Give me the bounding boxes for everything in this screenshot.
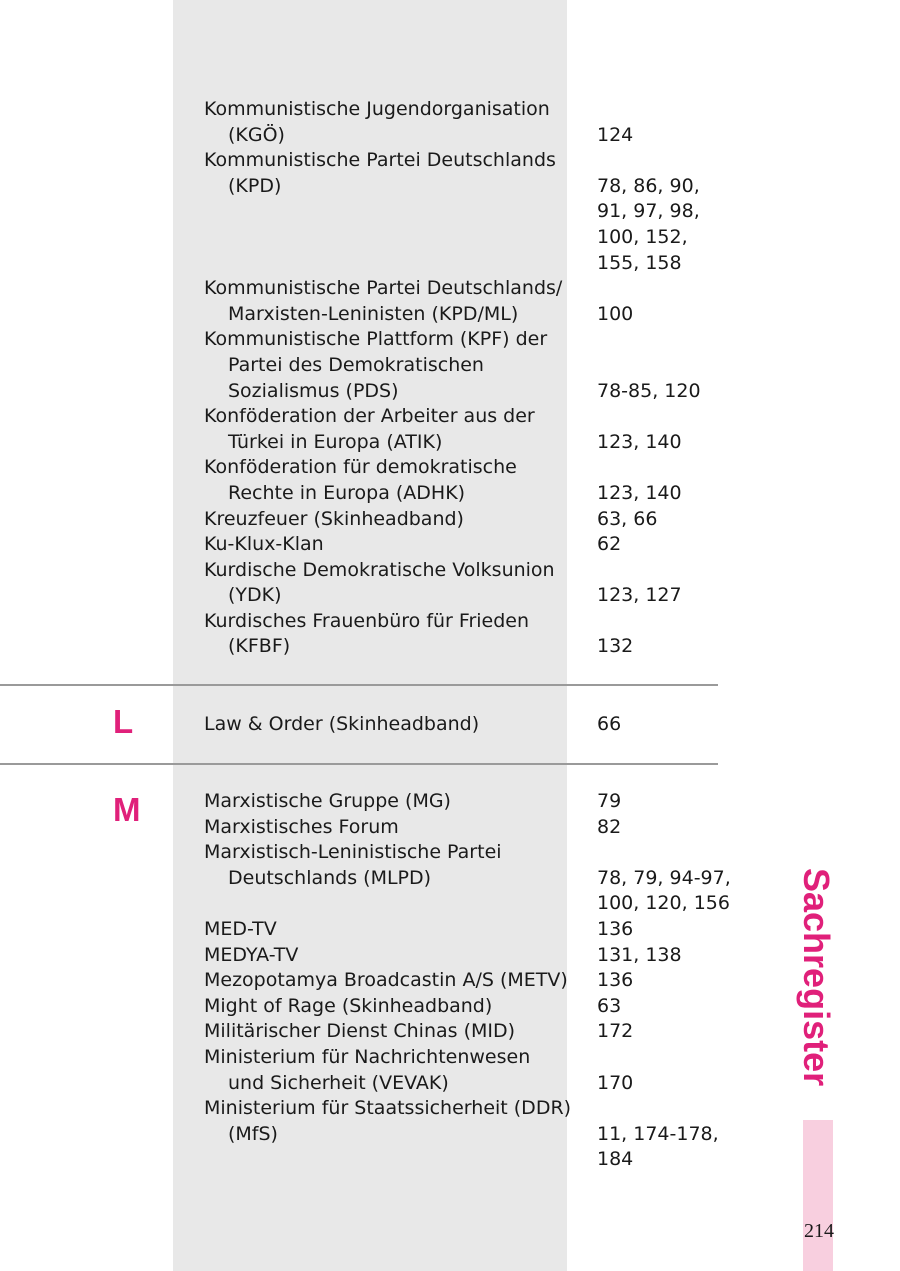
index-entry-name-line: (YDK) [228, 584, 282, 607]
index-entry-pages [597, 634, 727, 660]
index-entry-name-line: Konföderation der Arbeiter aus der [204, 405, 535, 428]
index-entry-name [204, 276, 564, 327]
index-entry-page-line: 79 [597, 790, 622, 812]
section-divider-m [0, 763, 718, 765]
index-entry-pages [597, 943, 727, 969]
index-entry-name-line: Militärischer Dienst Chinas (MID) [204, 1020, 516, 1043]
index-entry-pages [597, 430, 727, 456]
index-entry [204, 712, 724, 738]
index-entry [204, 609, 724, 660]
index-entry-name-line: (KGÖ) [228, 123, 285, 146]
index-entry-pages [597, 583, 727, 609]
index-entry-pages [597, 866, 731, 917]
side-title-text: Sachregister [796, 868, 837, 1087]
index-entry [204, 968, 724, 994]
index-entry-name-line: Kommunistische Jugendorganisation [204, 98, 550, 120]
index-entry-name [204, 943, 564, 969]
index-entry [204, 1019, 724, 1045]
index-entry-name [204, 968, 568, 994]
index-entry-name-line: Ministerium für Staatssicherheit (DDR) [204, 1097, 572, 1120]
index-entry-page-line: 78, 79, 94-97, [597, 866, 731, 889]
index-entry-name-line: Might of Rage (Skinheadband) [204, 994, 493, 1017]
index-entry-name-line: Türkei in Europa (ATIK) [228, 430, 443, 453]
section-m-entries [204, 789, 731, 1173]
thumb-index-tab [803, 1120, 833, 1271]
index-entry [204, 532, 724, 558]
index-entry-pages [597, 481, 727, 507]
index-entry-page-line: 100, 120, 156 [597, 892, 730, 915]
section-letter-l: L [113, 703, 134, 740]
index-entry [204, 840, 731, 915]
index-entry-name [204, 609, 564, 660]
index-entry-page-line: 100, 152, [597, 225, 688, 248]
index-entry-pages [597, 712, 727, 738]
index-entry-pages [597, 1071, 727, 1097]
index-entry-name-line: Kommunistische Partei Deutschlands [204, 149, 556, 172]
index-entry [204, 97, 724, 148]
index-entry-name [204, 994, 564, 1020]
index-entry-pages [597, 789, 727, 815]
index-entry-name [204, 815, 564, 841]
index-entry-name [204, 917, 564, 943]
index-entry-name-line: MED-TV [204, 917, 277, 940]
index-entry-name-line: Mezopotamya Broadcastin A/S (METV) [204, 969, 568, 992]
index-entry-pages [597, 1122, 727, 1173]
index-entry-name [204, 532, 564, 558]
index-entry [204, 148, 724, 274]
index-entry-page-line: 132 [597, 635, 634, 658]
index-entry-page-line: 172 [597, 1020, 634, 1043]
index-entry-name-line: Ministerium für Nachrichtenwesen [204, 1045, 531, 1068]
index-entry-page-line: 78, 86, 90, [597, 174, 700, 197]
index-entry-pages [597, 123, 727, 149]
index-entry-name-line: Partei des Demokratischen [228, 353, 484, 376]
index-entry-page-line: 184 [597, 1148, 634, 1171]
index-entry-name [204, 327, 564, 404]
index-entry-page-line: 66 [597, 713, 622, 735]
index-entry-page-line: 123, 127 [597, 584, 682, 607]
index-entry-pages [597, 507, 727, 533]
index-entry-pages [597, 379, 727, 405]
index-entry-page-line: 82 [597, 815, 622, 838]
index-entry-page-line: 155, 158 [597, 251, 682, 274]
index-entry-name-line: Rechte in Europa (ADHK) [228, 481, 466, 504]
index-entry-page-line: 11, 174-178, [597, 1122, 719, 1145]
index-entry-pages [597, 917, 727, 943]
index-entry-page-line: 100 [597, 302, 634, 325]
index-entry-page-line: 63, 66 [597, 507, 658, 530]
index-entry-name-line: und Sicherheit (VEVAK) [228, 1071, 449, 1094]
index-entry-page-line: 124 [597, 123, 634, 146]
index-entry [204, 327, 724, 404]
index-entry-page-line: 131, 138 [597, 943, 682, 966]
index-entry-name [204, 404, 564, 455]
index-entry-page-line: 62 [597, 533, 622, 556]
index-entry-page-line: 170 [597, 1071, 634, 1094]
index-entry-name [204, 1019, 564, 1045]
index-entry [204, 789, 724, 815]
index-entry-name [204, 558, 564, 609]
index-entry-name-line: Marxisten-Leninisten (KPD/ML) [228, 302, 519, 325]
index-entry-name [204, 148, 564, 199]
index-entry-name-line: Kommunistische Plattform (KPF) der [204, 328, 548, 351]
index-entry-pages [597, 968, 727, 994]
index-entry-name-line: (KFBF) [228, 635, 291, 658]
index-entry-name [204, 1096, 572, 1147]
index-entry [204, 1045, 724, 1096]
index-entry [204, 943, 724, 969]
section-l-entries [204, 712, 724, 738]
index-entry-page-line: 123, 140 [597, 430, 682, 453]
index-entry-name-line: Kurdisches Frauenbüro für Frieden [204, 609, 530, 632]
index-entry [204, 917, 724, 943]
index-entry-name [204, 840, 564, 891]
index-entry-name-line: Marxistisches Forum [204, 815, 399, 838]
index-entry-name [204, 1045, 564, 1096]
index-entry-name-line: Marxistisch-Leninistische Partei [204, 841, 502, 864]
index-entry-page-line: 63 [597, 994, 622, 1017]
section-letter-m: M [113, 791, 141, 828]
index-entry-pages [597, 994, 727, 1020]
index-entry [204, 558, 724, 609]
index-entry [204, 455, 724, 506]
index-entry-name-line: (MfS) [228, 1122, 278, 1145]
side-title [785, 868, 845, 1087]
section-divider-l [0, 684, 718, 686]
index-entry-name-line: Law & Order (Skinheadband) [204, 713, 480, 735]
page-number: 214 [804, 1220, 834, 1242]
index-entry [204, 815, 724, 841]
index-entry-name [204, 97, 564, 148]
index-entry-page-line: 91, 97, 98, [597, 200, 700, 223]
index-entry-name-line: Sozialismus (PDS) [228, 379, 399, 402]
index-entry-page-line: 123, 140 [597, 481, 682, 504]
index-entry [204, 1096, 724, 1171]
index-entry-page-line: 78-85, 120 [597, 379, 701, 402]
index-entry-pages [597, 1019, 727, 1045]
index-entry-pages [597, 302, 727, 328]
index-entry-name-line: Deutschlands (MLPD) [228, 866, 432, 889]
index-entry [204, 507, 724, 533]
index-entry-name [204, 507, 564, 533]
index-entry-pages [597, 174, 727, 276]
index-entry-pages [597, 815, 727, 841]
index-entry-name-line: Ku-Klux-Klan [204, 533, 324, 556]
index-entry-pages [597, 532, 727, 558]
index-entry-name [204, 789, 564, 815]
index-entry-name-line: Konföderation für demokratische [204, 456, 517, 479]
index-entry-name-line: MEDYA-TV [204, 943, 299, 966]
index-entry-name-line: Kreuzfeuer (Skinheadband) [204, 507, 464, 530]
index-entry-name-line: Kommunistische Partei Deutschlands/ [204, 277, 563, 300]
index-entry [204, 276, 724, 327]
index-entry-name-line: Marxistische Gruppe (MG) [204, 790, 451, 812]
index-entry-page-line: 136 [597, 917, 634, 940]
section-k-continued-entries [204, 97, 724, 660]
index-entry-name [204, 455, 564, 506]
index-entry-page-line: 136 [597, 969, 634, 992]
index-entry [204, 404, 724, 455]
index-entry-name-line: (KPD) [228, 174, 282, 197]
index-entry-name-line: Kurdische Demokratische Volksunion [204, 558, 555, 581]
index-entry-name [204, 712, 564, 738]
index-entry [204, 994, 724, 1020]
